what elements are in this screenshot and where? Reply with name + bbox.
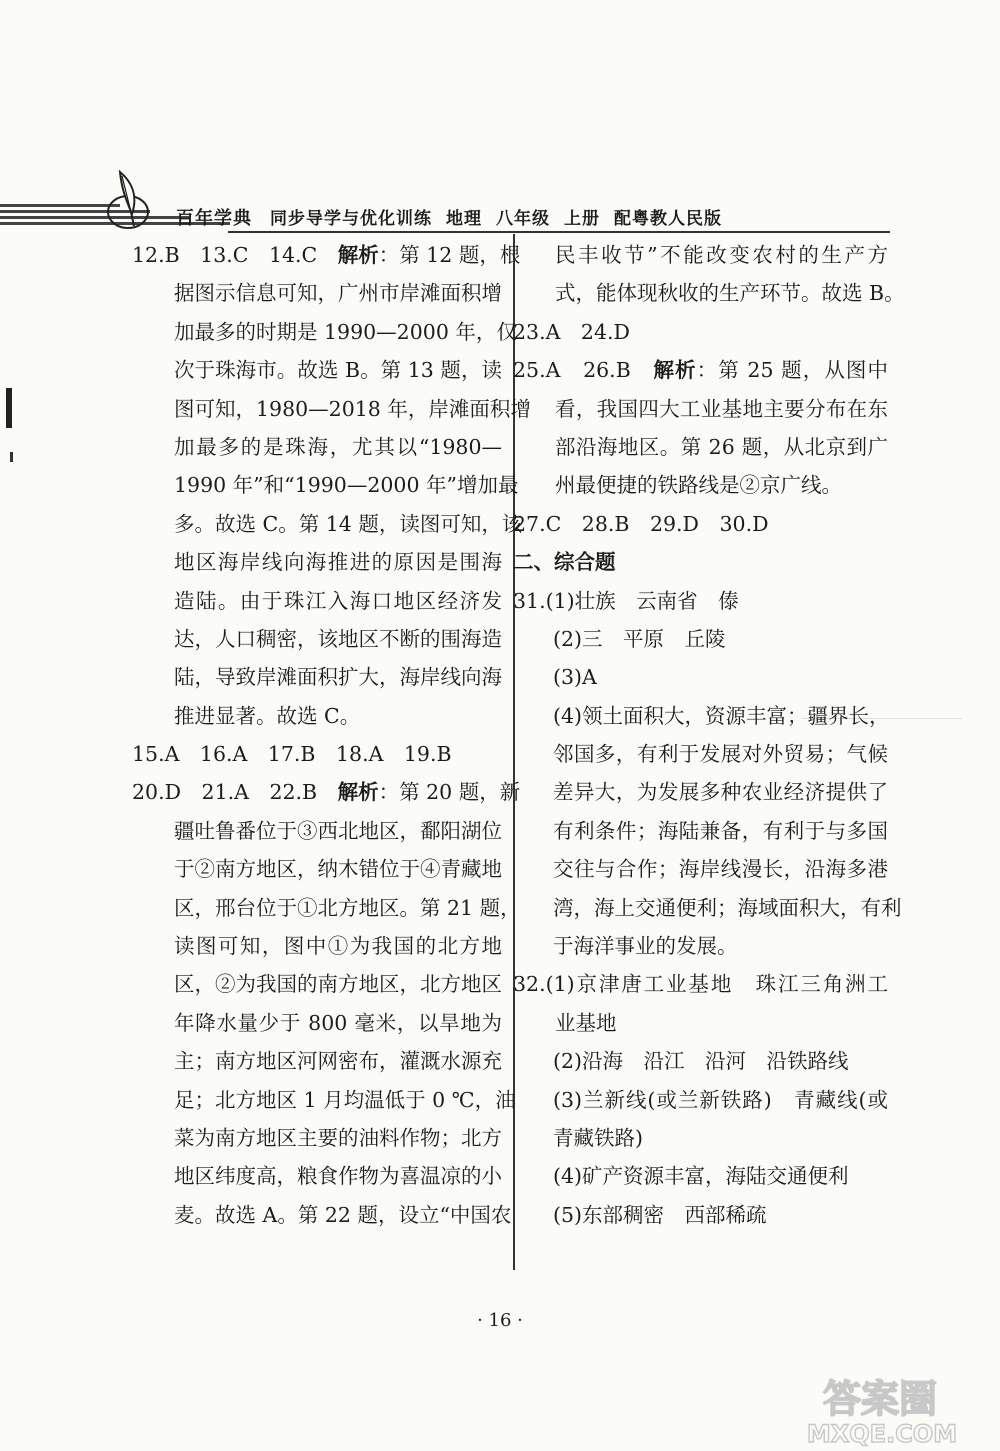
answer-line-q31-4: (4)领土面积大，资源丰富；疆界长， — [553, 703, 890, 728]
answer-line-q32-1: 32.(1)京津唐工业基地 珠江三角洲工 — [513, 972, 888, 997]
answer-line-q32-3: 青藏铁路) — [553, 1125, 643, 1150]
explanation-line: 民丰收节”不能改变农村的生产方 — [555, 243, 888, 267]
explanation-line: 加最多的时期是 1990—2000 年，仅 — [174, 319, 517, 344]
explanation-line: 次于珠海市。故选 B。第 13 题，读 — [174, 358, 502, 383]
section-title: 二、综合题 — [513, 550, 616, 575]
answer-line-q31-4: 差异大，为发展多种农业经济提供了 — [553, 780, 888, 805]
answer-line-q32-1: 业基地 — [555, 1010, 617, 1035]
answer-line-q31-4: 于海洋事业的发展。 — [553, 934, 738, 959]
watermark-text: 答案圈 — [822, 1377, 938, 1421]
book-series: 同步导学与优化训练 — [270, 209, 432, 229]
explanation-line: 地区海岸线向海推进的原因是围海 — [174, 550, 502, 575]
book-subject: 地理 — [446, 209, 482, 229]
explanation-line: 州最便捷的铁路线是②京广线。 — [555, 473, 842, 498]
answer-line-q31-4: 有利条件；海陆兼备，有利于与多国 — [553, 818, 888, 843]
watermark-logo — [780, 1370, 990, 1448]
right-column — [513, 236, 905, 1234]
answer-line-q27-30: 27.C 28.B 29.D 30.D — [513, 511, 769, 536]
answer-line-q32-3: (3)兰新线(或兰新铁路) 青藏线(或 — [553, 1087, 888, 1112]
answer-line-q31-3: (3)A — [553, 665, 597, 690]
book-brand: 百年学典 — [176, 208, 252, 229]
explanation-line: 读图可知，图中①为我国的北方地 — [174, 934, 502, 959]
answer-line-q31-4: 邻国多，有利于发展对外贸易；气候 — [553, 742, 888, 767]
explanation-line: 陆，导致岸滩面积扩大，海岸线向海 — [174, 665, 502, 690]
answer-line-q32-4: (4)矿产资源丰富，海陆交通便利 — [553, 1164, 849, 1189]
explanation-line: 足；北方地区 1 月均温低于 0 ℃，油 — [174, 1087, 516, 1112]
answer-line-q32-2: (2)沿海 沿江 沿河 沿铁路线 — [553, 1049, 849, 1074]
book-grade: 八年级 — [496, 209, 550, 229]
explanation-line: 1990 年”和“1990—2000 年”增加最 — [174, 473, 519, 498]
explanation-line: 看，我国四大工业基地主要分布在东 — [555, 396, 888, 421]
answer-line-q25-26: 25.A 26.B 解析：第 25 题，从图中 — [513, 358, 888, 383]
book-edition: 配粤教人民版 — [614, 209, 722, 229]
page-number: · 16 · — [477, 1310, 523, 1331]
explanation-line: 据图示信息可知，广州市岸滩面积增 — [174, 281, 502, 306]
answer-line-q31-4: 湾，海上交通便利；海域面积大，有利 — [553, 895, 902, 920]
explanation-line: 菜为南方地区主要的油料作物；北方 — [174, 1125, 502, 1150]
answer-line-q31-1: 31.(1)壮族 云南省 傣 — [513, 588, 739, 613]
answer-line-q20-22: 20.D 21.A 22.B 解析：第 20 题，新 — [132, 780, 521, 805]
answer-line-q31-2: (2)三 平原 丘陵 — [553, 626, 726, 651]
explanation-line: 图可知，1980—2018 年，岸滩面积增 — [174, 396, 531, 421]
answer-line-q23-24: 23.A 24.D — [513, 319, 630, 344]
answer-line-q12-14: 12.B 13.C 14.C 解析：第 12 题，根 — [132, 243, 521, 267]
header-title — [176, 204, 736, 230]
book-volume: 上册 — [564, 209, 600, 229]
left-column — [132, 236, 531, 1234]
explanation-line: 部沿海地区。第 26 题，从北京到广 — [555, 434, 888, 459]
answer-line-q31-4: 交往与合作；海岸线漫长，沿海多港 — [553, 857, 888, 882]
explanation-line: 达，人口稠密，该地区不断的围海造 — [174, 626, 502, 651]
explanation-line: 年降水量少于 800 毫米，以旱地为 — [174, 1010, 502, 1035]
explanation-line: 区，邢台位于①北方地区。第 21 题， — [174, 895, 521, 920]
explanation-line: 加最多的是珠海，尤其以“1980— — [174, 434, 502, 459]
explanation-line: 多。故选 C。第 14 题，读图可知，该 — [174, 511, 523, 536]
answer-line-q15-19: 15.A 16.A 17.B 18.A 19.B — [132, 742, 452, 767]
explanation-line: 主；南方地区河网密布，灌溉水源充 — [174, 1049, 502, 1074]
page-header — [0, 168, 1000, 232]
scan-margin-dot — [10, 452, 13, 462]
explanation-line: 地区纬度高，粮食作物为喜温凉的小 — [174, 1164, 502, 1189]
answer-line-q32-5: (5)东部稠密 西部稀疏 — [553, 1202, 767, 1227]
scan-margin-mark — [6, 388, 12, 428]
explanation-line: 麦。故选 A。第 22 题，设立“中国农 — [174, 1202, 512, 1227]
header-rule — [228, 231, 890, 233]
explanation-line: 疆吐鲁番位于③西北地区，鄱阳湖位 — [174, 818, 502, 843]
explanation-line: 造陆。由于珠江入海口地区经济发 — [174, 588, 502, 613]
explanation-line: 推进显著。故选 C。 — [174, 703, 361, 728]
explanation-line: 区，②为我国的南方地区，北方地区 — [174, 972, 502, 997]
explanation-line: 于②南方地区，纳木错位于④青藏地 — [174, 857, 502, 882]
feather-quill-icon — [98, 168, 158, 232]
explanation-line: 式，能体现秋收的生产环节。故选 B。 — [555, 281, 905, 306]
watermark-site: MXQE.COM — [806, 1420, 958, 1448]
